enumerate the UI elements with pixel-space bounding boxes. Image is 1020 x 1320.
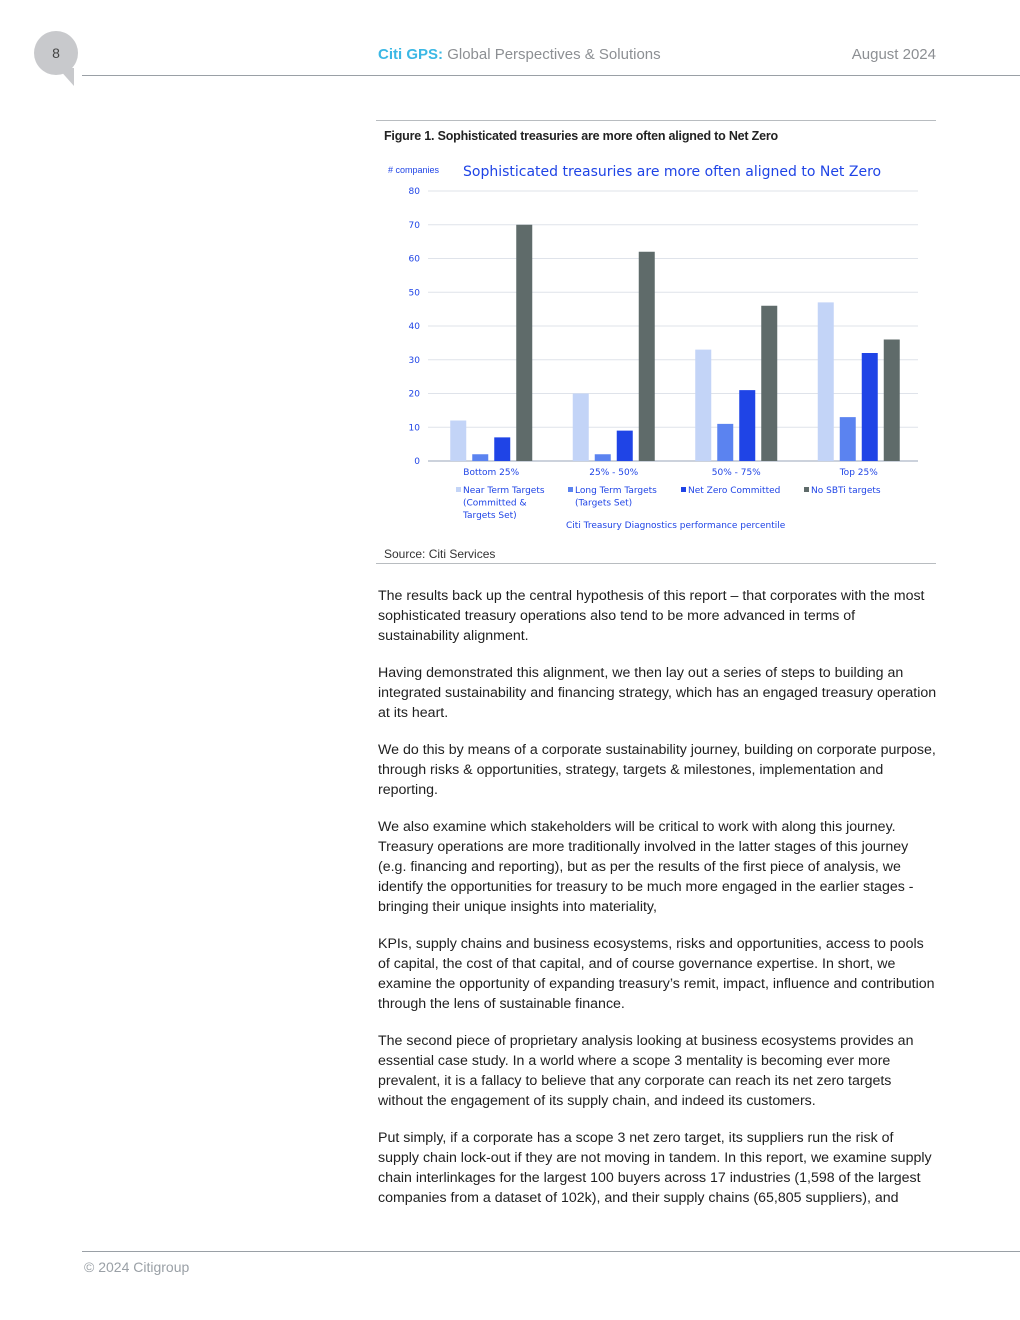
x-tick-label: Top 25% [839, 468, 878, 478]
y-tick-label: 10 [408, 423, 420, 434]
bar [862, 353, 878, 461]
body-paragraph: The second piece of proprietary analysis looking at business ecosystems provides an essential case study. In a world where a scope 3 mentality is becoming ever more prevalent, it is a fallacy to believe that any corporate can reach its net zero targets without the engagement of its supply chain, and indeed its customers. [378, 1033, 914, 1109]
chart-bars [450, 225, 900, 461]
body-paragraph: The results back up the central hypothesis of this report – that corporates with the most sophisticated treasury operations also tend to be more advanced in terms of sustainability alignment. [378, 588, 925, 644]
legend-swatch [456, 487, 461, 492]
figure-caption: Figure 1. Sophisticated treasuries are more often aligned to Net Zero [384, 129, 778, 143]
chart-x-label: Citi Treasury Diagnostics performance percentile [566, 521, 786, 531]
legend-label: Long Term Targets [575, 486, 657, 496]
page-badge-tail [58, 68, 74, 86]
legend-swatch [804, 487, 809, 492]
chart-title: Sophisticated treasuries are more often aligned to Net Zero [463, 164, 882, 180]
figure-bottom-divider [376, 563, 936, 564]
chart-x-ticks [463, 468, 878, 478]
legend-swatch [681, 487, 686, 492]
header-subtitle: Global Perspectives & Solutions [447, 46, 661, 63]
figure-source: Source: Citi Services [384, 547, 496, 561]
x-tick-label: 25% - 50% [589, 468, 639, 478]
bar [695, 350, 711, 461]
header-divider [82, 75, 1020, 76]
chart-y-label: # companies [388, 165, 440, 175]
bar [494, 437, 510, 461]
y-tick-label: 50 [408, 288, 420, 299]
y-tick-label: 80 [408, 187, 420, 197]
bar [840, 417, 856, 461]
bar [639, 252, 655, 461]
body-paragraph: KPIs, supply chains and business ecosystems, risks and opportunities, access to pools of capital, the cost of that capital, and of course governance expertise. In short, we examine the opportunity of expanding treasury’s remit, impact, influence and contribution through the lens of sustainable finance. [378, 936, 935, 1012]
bar [472, 454, 488, 461]
bar [595, 454, 611, 461]
bar-chart [380, 155, 930, 540]
legend-swatch [568, 487, 573, 492]
bar [450, 421, 466, 462]
y-tick-label: 0 [414, 457, 420, 467]
y-tick-label: 40 [408, 322, 420, 332]
chart-legend [456, 486, 881, 521]
bar [617, 431, 633, 461]
body-text [378, 586, 938, 1225]
bar [761, 306, 777, 461]
legend-label: Targets Set) [463, 511, 517, 521]
bar [516, 225, 532, 461]
chart-y-ticks [409, 187, 421, 467]
body-paragraph: We do this by means of a corporate sustainability journey, building on corporate purpose, through risks & opportunities, strategy, targets & milestones, implementation and reporting. [378, 742, 936, 798]
body-paragraph: Having demonstrated this alignment, we then lay out a series of steps to building an integrated sustainability and financing strategy, which has an engaged treasury operation at its heart. [378, 665, 937, 721]
x-tick-label: 50% - 75% [711, 468, 761, 478]
body-paragraph: Put simply, if a corporate has a scope 3 net zero target, its suppliers run the risk of supply chain lock-out if they are not moving in tandem. In this report, we examine supply chain interlinkages for the largest 100 buyers across 17 industries (1,598 of the largest companies from a dataset of 102k), and their supply chains (65,805 suppliers), and [378, 1130, 932, 1206]
header-title [378, 46, 661, 63]
legend-label: (Targets Set) [575, 498, 633, 509]
bar [818, 302, 834, 461]
footer-divider [82, 1251, 1020, 1252]
bar [573, 394, 589, 462]
y-tick-label: 70 [408, 220, 420, 231]
body-paragraph: We also examine which stakeholders will be critical to work with along this journey. Treasury operations are more traditionally involved in the latter stages of this journey (e.g. financing and reporting), but as per the results of the first piece of analysis, we identify the opportunities for treasury to be much more engaged in the earlier stages - bringing their unique insights into materiality, [378, 819, 914, 915]
legend-label: (Committed & [463, 498, 527, 509]
bar [739, 390, 755, 461]
y-tick-label: 30 [408, 355, 420, 366]
page-number: 8 [52, 45, 60, 61]
header-brand: Citi GPS: [378, 46, 444, 63]
figure-top-divider [376, 120, 936, 121]
y-tick-label: 20 [408, 389, 420, 400]
x-tick-label: Bottom 25% [463, 468, 520, 478]
legend-label: Near Term Targets [463, 486, 545, 496]
legend-label: Net Zero Committed [688, 486, 781, 496]
bar [717, 424, 733, 461]
footer-copyright: © 2024 Citigroup [84, 1259, 190, 1275]
bar [884, 340, 900, 462]
header-date: August 2024 [851, 46, 936, 63]
y-tick-label: 60 [408, 254, 420, 265]
legend-label: No SBTi targets [811, 486, 881, 496]
